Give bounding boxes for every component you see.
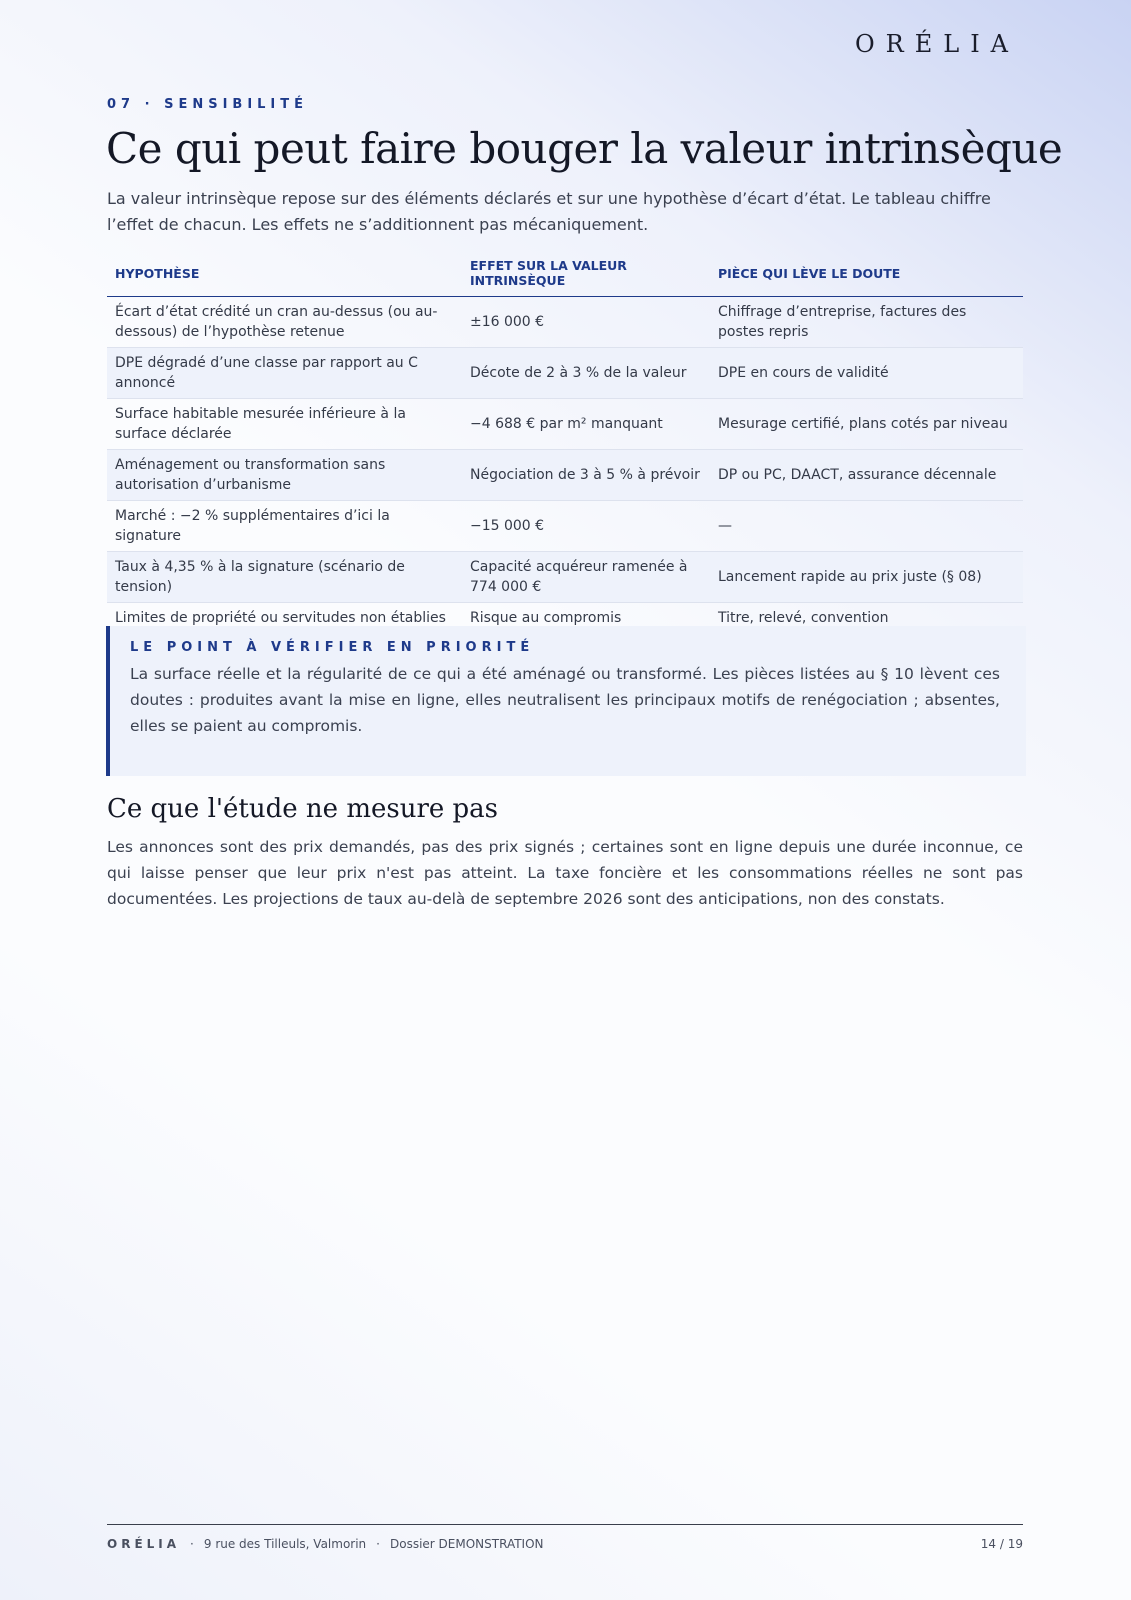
- cell-effet: ±16 000 €: [462, 297, 710, 348]
- page-title: Ce qui peut faire bouger la valeur intrinsèque: [106, 124, 1063, 173]
- footer-divider: [107, 1524, 1023, 1525]
- cell-effet: Négociation de 3 à 5 % à prévoir: [462, 450, 710, 501]
- priority-callout: [106, 626, 1026, 776]
- limits-heading: Ce que l'étude ne mesure pas: [107, 794, 499, 824]
- callout-title: LE POINT À VÉRIFIER EN PRIORITÉ: [130, 640, 535, 655]
- col-header-piece: PIÈCE QUI LÈVE LE DOUTE: [710, 252, 1023, 297]
- brand-logo: ORÉLIA: [854, 30, 1019, 58]
- cell-piece: —: [710, 501, 1023, 552]
- table-row: [107, 552, 1023, 603]
- sensitivity-table: [107, 252, 1023, 634]
- page-footer: [107, 1537, 1023, 1551]
- col-header-hypothese: HYPOTHÈSE: [107, 252, 462, 297]
- footer-separator: ·: [376, 1537, 380, 1551]
- cell-effet: Décote de 2 à 3 % de la valeur: [462, 348, 710, 399]
- cell-hypothese: Marché : −2 % supplémentaires d’ici la signature: [107, 501, 462, 552]
- footer-separator: ·: [190, 1537, 194, 1551]
- cell-hypothese: Surface habitable mesurée inférieure à la surface déclarée: [107, 399, 462, 450]
- footer-dossier: Dossier DEMONSTRATION: [390, 1537, 544, 1551]
- cell-effet: −15 000 €: [462, 501, 710, 552]
- table-row: [107, 297, 1023, 348]
- section-kicker: 07 · SENSIBILITÉ: [107, 97, 309, 112]
- cell-piece: Mesurage certifié, plans cotés par niveau: [710, 399, 1023, 450]
- cell-effet: −4 688 € par m² manquant: [462, 399, 710, 450]
- cell-hypothese: DPE dégradé d’une classe par rapport au C annoncé: [107, 348, 462, 399]
- page-number: 14 / 19: [980, 1537, 1023, 1551]
- cell-hypothese: Taux à 4,35 % à la signature (scénario de tension): [107, 552, 462, 603]
- cell-hypothese: Aménagement ou transformation sans autorisation d’urbanisme: [107, 450, 462, 501]
- table-row: [107, 399, 1023, 450]
- table-row: [107, 501, 1023, 552]
- callout-text: La surface réelle et la régularité de ce qui a été aménagé ou transformé. Les pièces listées au § 10 lèvent ces doutes : produites avant la mise en ligne, elles neutralisent les principaux motifs de renégociation ; absentes, elles se paient au compromis.: [130, 665, 1000, 735]
- table-row: [107, 450, 1023, 501]
- cell-piece: Lancement rapide au prix juste (§ 08): [710, 552, 1023, 603]
- cell-piece: DP ou PC, DAACT, assurance décennale: [710, 450, 1023, 501]
- cell-piece: DPE en cours de validité: [710, 348, 1023, 399]
- table-row: [107, 348, 1023, 399]
- footer-address: 9 rue des Tilleuls, Valmorin: [203, 1537, 367, 1551]
- table-header-row: [107, 252, 1023, 297]
- footer-brand: ORÉLIA: [107, 1537, 181, 1551]
- cell-hypothese: Écart d’état crédité un cran au-dessus (ou au-dessous) de l’hypothèse retenue: [107, 297, 462, 348]
- cell-piece: Titre, relevé, convention: [710, 603, 1023, 634]
- cell-effet: Risque au compromis: [462, 603, 710, 634]
- limits-paragraph: Les annonces sont des prix demandés, pas des prix signés ; certaines sont en ligne depuis une durée inconnue, ce qui laisse penser que leur prix n'est pas atteint. La taxe foncière et les consommations réelles ne sont pas documentées. Les projections de taux au-delà de septembre 2026 sont des anticipations, non des constats.: [107, 838, 1023, 908]
- cell-hypothese: Limites de propriété ou servitudes non établies: [107, 603, 462, 634]
- col-header-effet: EFFET SUR LA VALEUR INTRINSÈQUE: [462, 252, 710, 297]
- cell-effet: Capacité acquéreur ramenée à 774 000 €: [462, 552, 710, 603]
- intro-paragraph: La valeur intrinsèque repose sur des éléments déclarés et sur une hypothèse d’écart d’état. Le tableau chiffre l’effet de chacun. Les effets ne s’additionnent pas mécaniquement.: [107, 189, 991, 234]
- cell-piece: Chiffrage d’entreprise, factures des postes repris: [710, 297, 1023, 348]
